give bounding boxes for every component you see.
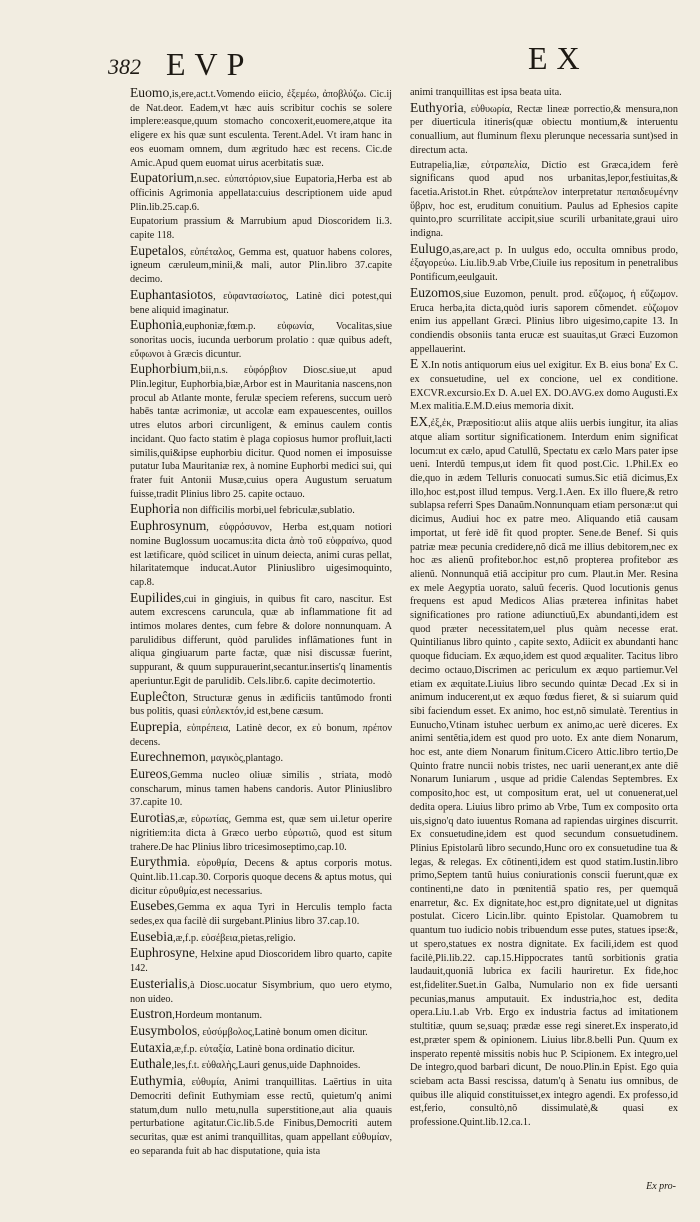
entry-headword: Euprepia [130,718,180,734]
dictionary-entry [130,244,392,287]
dictionary-entry [130,215,392,242]
right-column [410,86,678,1202]
entry-text: , εὐπέταλος, Gemma est, quatuor habens colores, igneum cæruleum,minii,& mali, autor Plin.libro 37.capite decimo. [130,246,392,286]
entry-text: , εὐθυμία, Animi tranquillitas. Laërtius in uita Democriti definit Euthymiam esse rectũ, quietum'q animi statum,dum nullo metu,nulla superstitione,aut alia quauis perturbatione agitatur.Cic.lib.5.de Finibus,Democriti autem securitas, quæ est animi tranquillitas, quam appellant εὐθυμίαν, eo separanda fuit ab hac disputatione, quia ista [130,1077,392,1157]
dictionary-entry [410,286,678,357]
dictionary-entry [410,86,678,100]
dictionary-entry [130,811,392,854]
entry-headword: Eurotias [130,810,176,826]
dictionary-entry [130,720,392,749]
running-head-right: EX [528,40,589,76]
dictionary-entry [410,159,678,241]
entry-text: , εὐφρόσυνον, Herba est,quam notiori nomine Buglossum uocamus:ita dicta ἀπὸ τοῦ εὐφραίνω, quod est lætificare, quòd scilicet in uinum deiecta, animi curas pellat, hilaritatemque inducat.Autor Pliniuslibro uigesimoquinto, cap.8. [130,522,392,588]
dictionary-entry [410,415,678,1130]
entry-headword: Euthyoria [410,99,464,115]
entry-text: ,æ, εὐρωτίας, Gemma est, quæ sem ui.letur operire nigritiem:ita dicta à Græco uerbo εὐρωτιῶ, quod est situm trahere.De hac Plinius libro tricesimoseptimo,cap.10. [130,814,392,853]
entry-headword: Eupleĉton [130,688,186,704]
entry-headword: Eusterialis [130,975,188,991]
entry-text: , Helxine apud Dioscoridem libro quarto, capite 142. [130,949,392,975]
entry-text: ,æ,f.p. εὐσέβεια,pietas,religio. [173,932,296,944]
dictionary-entry [130,977,392,1006]
entry-text: ,Gemma ex aqua Tyri in Herculis templo facta sedes,ex qua facilè dii surgebant.Plinius libro 37.cap.10. [130,902,392,928]
entry-headword: Euphoria [130,501,180,517]
entry-headword: Eupetalos [130,242,184,258]
page-header [108,40,668,90]
dictionary-entry [130,690,392,719]
dictionary-entry [130,502,392,518]
entry-text: ,æ,f.p. εὐταξία, Latinè bona ordinatio dicitur. [171,1043,355,1055]
dictionary-entry [130,1041,392,1057]
entry-headword: Eurythmia [130,854,188,870]
entry-text: . εὐρυθμία, Decens & aptus corporis motus. Quint.lib.11.cap.30. Corporis quoque decens & aptus motus, qui dicitur εὐρυθμία,est necessarius. [130,858,392,897]
entry-headword: Eustron [130,1006,173,1022]
entry-headword: Euphorbium [130,361,198,377]
dictionary-entry [130,1007,392,1023]
dictionary-entry [130,86,392,170]
entry-text: ,Hordeum montanum. [172,1010,262,1022]
entry-headword: EX [410,414,429,430]
dictionary-entry [410,101,678,158]
dictionary-entry [130,946,392,975]
entry-text: ,les,f.t. εὐθαλὴς,Lauri genus,uide Daphnoides. [171,1060,361,1072]
catchword: Ex pro- [646,1181,676,1192]
dictionary-entry [130,1057,392,1073]
entry-text: non difficilis morbi,uel febriculæ,sublatio. [179,505,355,517]
entry-text: ,siue Euzomon, penult. prod. εὔζωμος, ἡ εὔζωμον. Eruca herba,ita dicta,quòd iuris saporem cõmendet. εὐζωμον enim ius appellant Græci. Plinius libro uigesimo,capite 13. In condiendis obsoniis tanta erucæ est suauitas,ut Græci Euzomon appellauerint. [410,288,678,355]
entry-text: ,n.sec. εὐπατόριον,siue Eupatoria,Herba est ab officinis Agrimonia appellata:cuius descriptionem uide apud Plin.lib.25.cap.6. [130,174,392,213]
entry-headword: Eureos [130,766,168,782]
entry-headword: Eurechnemon [130,749,206,765]
entry-headword: Euphonia [130,317,183,333]
entry-text: ,as,are,act p. In uulgus edo, occulta omnibus prodo, ἐξαγορεύω. Liu.lib.9.ab Vrbe,Ciuile ius repositum in penetralibus Pontificum,eeulgauit. [410,244,678,284]
dictionary-entry [410,357,678,414]
entry-headword: Eulugo [410,240,450,256]
dictionary-entry [410,242,678,285]
entry-headword: Eusymbolos [130,1023,198,1038]
entry-text: , εὐφαντασίωτος, Latinè dici potest,qui bene aliquid imaginatur. [130,290,392,316]
entry-text: ,ἐξ,ἐκ, Præpositio:ut aliis atque aliis uerbis iungitur, ita alias atque aliam sortitur significationem. Interdum enim significat locum:ut ex cælo, apud Catullū, Spectatu ex cælo Mars pater ipse ueni. Interdũ tempus,ut idem fit quod post.Cic. 1.Phil.Ex eo die,quo in ædem Telluris conuocati sumus.Sic etiã dicimus,Ex illo,hoc est,post illud tempus. Verg.1.Aen. Ex illo fluere,& retro sublapsa referri Spes Danaũm.Nonnunquam etiam personæ:ut qui dicimus, Audiui hoc ex patre meo. Aliquando etiã causam importat, ut ferè idē fit quod propter. Sene.de Benef. Si quis patriæ meæ pecunia credidere,nõ dicã me illius debitorem,nec ex hoc æs alienũ profitebor.hoc est,nõ propterea profitebor æs alienũ. Nonnunquã etiã accipitur pro cum. Plaut.in Mer. Resina ex mele Aegyptia uorato, saluũ feceris. Quod locutionis genus frequens est apud Medicos Alias præterea infinitas habet significationes pro ratione adiunctiuũ,Ex abundanti,idem est quod præter necessitatem,uel plus quàm necesse erat. Quintilianus libro quinto , capite sexto, Adiicit ex abundanti hanc quoque fiduciam. Ex æquo,idem est quod æqualiter. Tacitus libro decimo octauo,Discrimen ac periculum ex æquo partiemur.Vel etiam ex æquitate.Liuius libro secundo quintæ Decad .Ex si in animum inducerent,ut ex æquo fœdus fieret, & si suiarum quid sibi faciendum esset. Ex animo, hoc est,nõ simulatè. Terentius in Eunucho,Vtinam istuhec uerbum ex animo,ac uerè diceres. Ex animi sentẽtia,idem est quod pro uoto. Ex ante diem Nonarum, hoc est, ante diem Nonarum finitum.Cicero Attic.libro tertio,De Quinto fratre nuncii nobis tristes, nec uarii uenerant,ex ante diẽ Nonarum Iuniarum , usque ad pridie Calendas Septembres. Ex composito,hoc est, ut compositum erat, uel ut conuenerat,uel dedita opera. Liuius libro primo ab Vrbe, Tum ex composito orta uis,signo'q dato iuuentus Romana ad rapiendas uirgines discurrit. Ex consuetudine,idem est quod secundum consuetudinem. Plinius Epistolarũ libro secundo,Hunc oro ex consuetudine tua & legas, & relegas. Ex cõtinenti,idem est quod statim.Iustin.libro primo,Septem tantũ huius coniurationis conscii fuerunt,quæ ex continenti,ne dato in pœnitentiã spatio res, per quemquã enarretur, &c. Ex dignitate,hoc est,pro dignitate,uel ut dignitas postulat. Cicero Licin.libr. quinto Epistolar. Quamobrem tu quantum tuo iudicio nobis tribuendum esse putes, statues ipse:&, ut spero,statues ex nostra dignitate. Ex facili,idem est quod facilè,Pli.lib.22. cap.15.Hippocrates tantũ sorbitionis gratia laudauit,quoniã lubrica ex facili hauriretur. Ex fide,hoc est,fideliter.Suet.in Galba, Numulario non ex fide uersanti pecunias,manus amputauit. Ex industria,hoc est, dedita opera.Liu.1.ab Vrb. Ergo ex industria factus ad imitationem stultitiæ, quum se,suaq; prædæ esse regi sineret.Ex insperato,id est,præter spem & opinionem. Liuius libr.8.belli Pun. Quum ex insperato repentè missitis nobis huc P. Scipionem. Ex integro,uel De integro,quod barbari dicunt, De nouo.Plin.in Epist. Ego quia sciebam acta Bassi rescissa, datum'q à Senatu ius omnibus, de quibus ille aliquid constituisset,ex integro agendi. Ex professo,id est,ferio, consultò,nõ dissimulatè,& quasi ex professione.Quint.lib.12.ca.1. [410,418,678,1129]
dictionary-entry [130,288,392,317]
entry-headword: E [410,356,419,372]
entry-headword: Euzomos [410,284,461,300]
dictionary-entry [130,591,392,689]
entry-text: , μαγικὸς,plantago. [205,753,284,765]
entry-headword: Eupatorium [130,170,195,186]
entry-headword: Euphrosynum [130,518,207,534]
entry-headword: Euthymia [130,1073,183,1089]
dictionary-entry [130,519,392,590]
entry-text: ,Gemma nucleo oliuæ similis , striata, modò conscharum, minus tamen habens candoris. Autor Pliniuslibro 37.capite 10. [130,770,392,809]
entry-text: , Structuræ genus in ædificiis tantũmodo fronti bus politis, quasi εὐπλεκτόν,id est,bene cæsum. [130,692,392,718]
entry-headword: Eupilides [130,589,182,605]
dictionary-entry [130,171,392,214]
entry-text: , εὐσύμβολος,Latinè bonum omen dicitur. [197,1027,368,1038]
entry-headword: Euthale [130,1056,172,1072]
dictionary-entry [130,750,392,766]
entry-headword: Eusebia [130,928,174,944]
entry-text: ,bii,n.s. εὐφόρβιον Diosc.siue,ut apud Plin.legitur, Euphorbia,biæ,Arbor est in Mauritania nascens,non procul ab Atlante monte, ferulæ speciem referens, succum uerò habēs tantæ acrimoniæ, ut accolæ eam expauescentes, ouillos utres elutos arbori circunligent, & eminus caulem contis incidant. Quo facto statim è plaga copiosus humor profluit,lacti similis,qui&ipse euphorbiu dicitur. Quod nomen ei imposuisse putatur Iuba Mauritaniæ rex, à nomine Euphorbi medici sui, qui frater fuit Antonii Musæ,cuius opera Augustum seruatum fuisse,tradit Plinius libro 25. capite octauo. [130,365,392,500]
entry-text: ,cui in gingiuis, in quibus fit caro, nascitur. Est autem excrescens caruncula, quæ ab inflammatione fit ad intimos molares dentes, cum febre & dolore nonnunquam. A parulidibus differunt, quòd parulides inflãmationes funt in aliqua gingiuarum parte factæ, quæ nisi discussæ fuerint, suppurant, & quum suppurauerint,secantur.insertis'q linamentis aperiuntur.Egit de parulidib. Cels.libr.6. capite decimotertio. [130,593,392,687]
dictionary-entry [130,855,392,898]
page-number: 382 [108,54,141,79]
left-column [130,86,392,1202]
entry-text: , εὐθυωρία, Rectæ lineæ porrectio,& mensura,non per diuerticula itineris(quæ obiectu montium,& interuentu conuallium, aut fluminum flexu plerunque necessaria sunt)sed in directum acta. [410,103,678,156]
entry-headword: Euphrosyne [130,945,195,961]
dictionary-entry [130,1024,392,1040]
entry-text: X.In notis antiquorum eius uel exigitur. Ex B. eius bona' Ex C. ex consuetudine, uel ex concione, uel ex conditione. EXCVR.excursio.Ex D. A.uel EX. DO.AVG.ex domo Augusti.Ex M.ex malitia.E.M.D.eius memoria dixit. [410,360,678,413]
entry-headword: Euphantasiotos [130,286,214,302]
dictionary-entry [130,362,392,501]
dictionary-entry [130,930,392,946]
entry-text: ,is,ere,act.t.Vomendo eiicio, ἐξεμέω, ἀποβλύζω. Cic.ij de Nat.deor. Eadem,vt hæc auis scribitur cochis se solere implere:easque,quum stomacho concoxerit,euomere,atque ita eligere ex his quæ sunt esculenta. Terent.Adel. Vt iram hanc in eos euomam omnem, dum ægritudo hæc est recens. Cic.de Amic.Apud quem euomat uirus acerbitatis suæ. [130,89,392,169]
entry-text: ,à Diosc.uocatur Sisymbrium, quo uero etymo, non uideo. [130,979,392,1005]
dictionary-entry [130,767,392,810]
entry-text: animi tranquillitas est ipsa beata uita. [410,87,562,98]
dictionary-entry [130,1074,392,1158]
entry-text: Eupatorium prassium & Marrubium apud Dioscoridem li.3. capite 118. [130,216,392,242]
entry-headword: Euomo [130,86,170,100]
entry-headword: Eusebes [130,898,175,914]
running-head-left: EVP [166,46,254,82]
dictionary-entry [130,899,392,928]
dictionary-entry [130,318,392,361]
entry-text: ,euphoniæ,fœm.p. εὐφωνία, Vocalitas,siue sonoritas uocis, iucunda uerborum prolatio : quæ quibus adeft, εὔφωνοι à Græcis dicuntur. [130,321,392,360]
entry-headword: Eutaxia [130,1039,172,1055]
entry-text: , εὐπρέπεια, Latinè decor, ex εὐ bonum, πρέπον decens. [130,722,392,748]
entry-text: Eutrapelia,liæ, εὐτραπελία, Dictio est Græca,idem ferè significans quod apud nos urbanitas,lepor,festiuitas,& facetia.Aristot.in Rhet. εὐτράπελον interpretatur πεπαιδευμένην ὕβριν, hoc est, eruditum conuitium. Paulus ad Ephesios capite quinto,pro scurrilitate accipit,siue scurili urbanitate,graui uiro indigna. [410,159,678,240]
